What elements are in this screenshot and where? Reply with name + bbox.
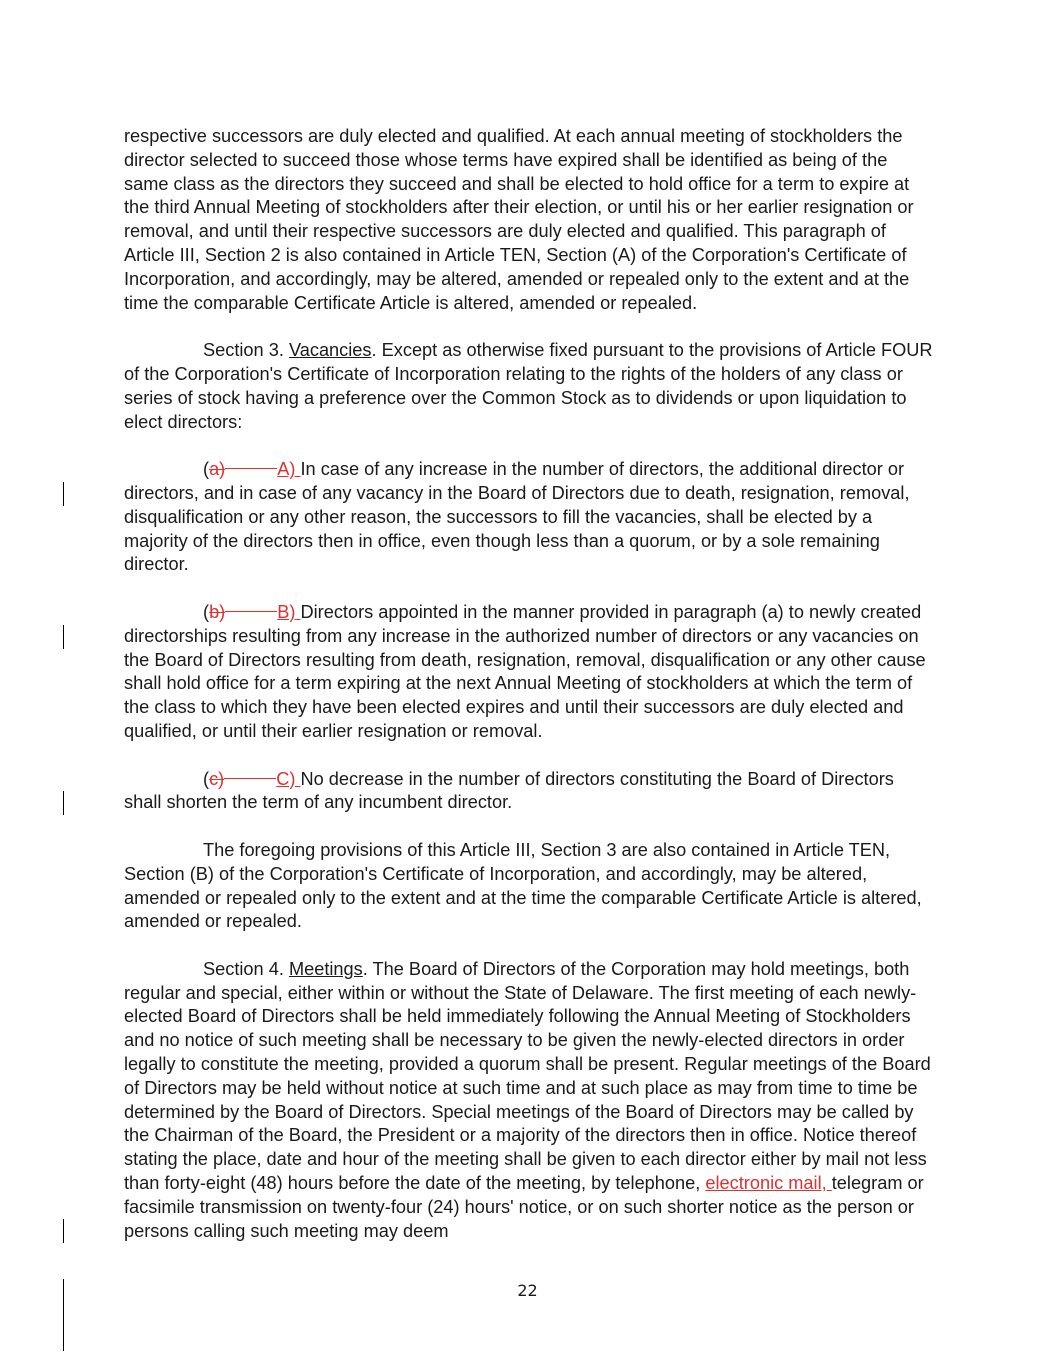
document-body	[124, 125, 936, 1243]
clause-a-body: In case of any increase in the number of directors, the additional director or directors, and in case of any vacancy in the Board of Directors due to death, resignation, removal, disqualification or any other reason, the successors to fill the vacancies, shall be elected by a majority of the directors then in office, even though less than a quorum, or by a sole remaining director.	[124, 459, 910, 575]
clause-c-inserted: C)	[276, 768, 301, 789]
paragraph-foregoing-provisions: The foregoing provisions of this Article III, Section 3 are also contained in Article TEN, Section (B) of the Corporation's Certificate of Incorporation, and accordingly, may be altered, amended or repealed only to the extent and at the time the comparable Certificate Article is altered, amended or repealed.	[124, 839, 922, 932]
deleted-tab	[225, 611, 277, 612]
clause-a-deleted: a)	[209, 459, 226, 480]
clause-a-inserted: A)	[277, 459, 301, 480]
clause-a-open: (	[203, 459, 210, 480]
change-bar	[63, 791, 64, 815]
section-4-heading: Meetings	[288, 958, 363, 979]
section-3-prefix: Section 3.	[203, 340, 289, 361]
section-3-heading: Vacancies	[288, 340, 372, 361]
change-bar	[63, 482, 64, 506]
paragraph-section-2-continuation: respective successors are duly elected and qualified. At each annual meeting of stockholders the director selected to succeed those whose terms have expired shall be identified as being of the same class as the directors they succeed and shall be elected to hold office for a term to expire at the third Annual Meeting of stockholders after their election, or until his or her earlier resignation or removal, and until their respective successors are duly elected and qualified. This paragraph of Article III, Section 2 is also contained in Article TEN, Section (A) of the Corporation's Certificate of Incorporation, and accordingly, may be altered, amended or repealed only to the extent and at the time the comparable Certificate Article is altered, amended or repealed.	[124, 126, 914, 313]
change-bar	[63, 625, 64, 649]
clause-b-body: Directors appointed in the manner provided in paragraph (a) to newly created directorships resulting from any increase in the authorized number of directors or any vacancies on the Board of Directors resulting from death, resignation, removal, disqualification or any other cause shall hold office for a term expiring at the next Annual Meeting of stockholders at which the term of the class to which they have been elected expires and until their successors are duly elected and qualified, or until their earlier resignation or removal.	[124, 601, 926, 741]
paragraph-clause-b	[124, 601, 936, 744]
clause-b-open: (	[203, 601, 210, 622]
section-4-tail: telegram or facsimile transmission on twenty-four (24) hours' notice, or on such shorter notice as the person or persons calling such meeting may deem	[124, 1173, 924, 1241]
clause-b-deleted: b)	[209, 601, 226, 622]
paragraph-section-3	[124, 339, 936, 434]
section-4-inserted: electronic mail,	[705, 1173, 832, 1194]
section-4-body: . The Board of Directors of the Corporation may hold meetings, both regular and special, either within or without the State of Delaware. The first meeting of each newly-elected Board of Directors shall be held immediately following the Annual Meeting of Stockholders and no notice of such meeting shall be necessary to be given the newly-elected directors in order legally to constitute the meeting, provided a quorum shall be present. Regular meetings of the Board of Directors may be held without notice at such time and at such place as may from time to time be determined by the Board of Directors. Special meetings of the Board of Directors may be called by the Chairman of the Board, the President or a majority of the directors then in office. Notice thereof stating the place, date and hour of the meeting shall be given to each director either by mail not less than forty-eight (48) hours before the date of the meeting, by telephone,	[124, 958, 931, 1194]
clause-c-body: No decrease in the number of directors constituting the Board of Directors shall shorten the term of any incumbent director.	[124, 768, 894, 813]
change-bar	[63, 1219, 64, 1243]
paragraph-clause-c	[124, 768, 936, 816]
section-4-prefix: Section 4.	[203, 958, 289, 979]
clause-b-inserted: B)	[277, 601, 301, 622]
section-3-body: . Except as otherwise fixed pursuant to the provisions of Article FOUR of the Corporation's Certificate of Incorporation relating to the rights of the holders of any class or series of stock having a preference over the Common Stock as to dividends or upon liquidation to elect directors:	[124, 340, 933, 432]
deleted-tab	[224, 778, 276, 779]
paragraph-section-4	[124, 958, 936, 1244]
clause-c-deleted: c)	[209, 768, 225, 789]
clause-c-open: (	[203, 768, 210, 789]
page-number: 22	[517, 1281, 538, 1300]
deleted-tab	[225, 468, 277, 469]
paragraph-clause-a	[124, 458, 936, 577]
